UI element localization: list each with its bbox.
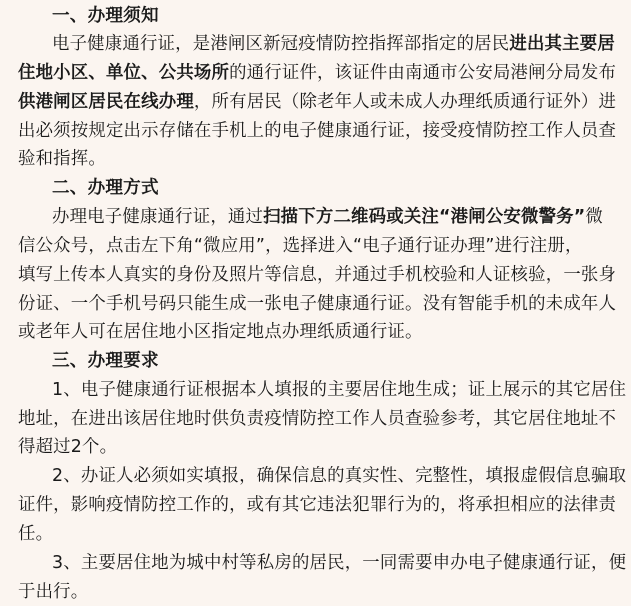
section-1-line-5: 验和指挥。 (18, 149, 106, 169)
section-1-line-1: 电子健康通行证，是港闸区新冠疫情防控指挥部指定的居民进出其主要居 (52, 34, 615, 54)
requirement-1-line-2: 地址，在进出该居住地时供负责疫情防控工作人员查验参考，其它居住地址不 (18, 409, 617, 429)
section-1-line-3: 供港闸区居民在线办理，所有居民（除老年人或未成人办理纸质通行证外）进 (18, 92, 617, 112)
section-1-line-4: 出必须按规定出示存储在手机上的电子健康通行证，接受疫情防控工作人员查 (18, 121, 617, 141)
requirement-3-line-2: 于出行。 (18, 582, 89, 602)
requirement-1-line-3: 得超过2个。 (18, 437, 118, 457)
requirement-1-line-1: 1、电子健康通行证根据本人填报的主要居住地生成；证上展示的其它居住 (52, 380, 627, 400)
section-2-line-2: 信公众号，点击左下角“微应用”，选择进入“电子通行证办理”进行注册， (18, 236, 583, 256)
section-2-line-3: 填写上传本人真实的身份及照片等信息，并通过手机校验和人证核验，一张身 (18, 265, 617, 285)
section-1-line-2: 住地小区、单位、公共场所的通行证件，该证件由南通市公安局港闸分局发布 (18, 63, 617, 83)
section-2-line-1: 办理电子健康通行证，通过扫描下方二维码或关注“港闸公安微警务”微 (52, 207, 603, 227)
section-2-line-5: 或老年人可在居住地小区指定地点办理纸质通行证。 (18, 322, 423, 342)
requirement-2-line-1: 2、办证人必须如实填报，确保信息的真实性、完整性，填报虚假信息骗取 (52, 466, 627, 486)
section-2-line-4: 份证、一个手机号码只能生成一张电子健康通行证。没有智能手机的未成年人 (18, 294, 617, 314)
requirement-3-line-1: 3、主要居住地为城中村等私房的居民，一同需要申办电子健康通行证，便 (52, 553, 627, 573)
section-1-heading: 一、办理须知 (52, 6, 159, 26)
section-2-heading: 二、办理方式 (52, 178, 159, 198)
requirement-2-line-3: 任。 (18, 524, 54, 544)
requirement-2-line-2: 证件，影响疫情防控工作的，或有其它违法犯罪行为的，将承担相应的法律责 (18, 495, 617, 515)
section-3-heading: 三、办理要求 (52, 351, 159, 371)
